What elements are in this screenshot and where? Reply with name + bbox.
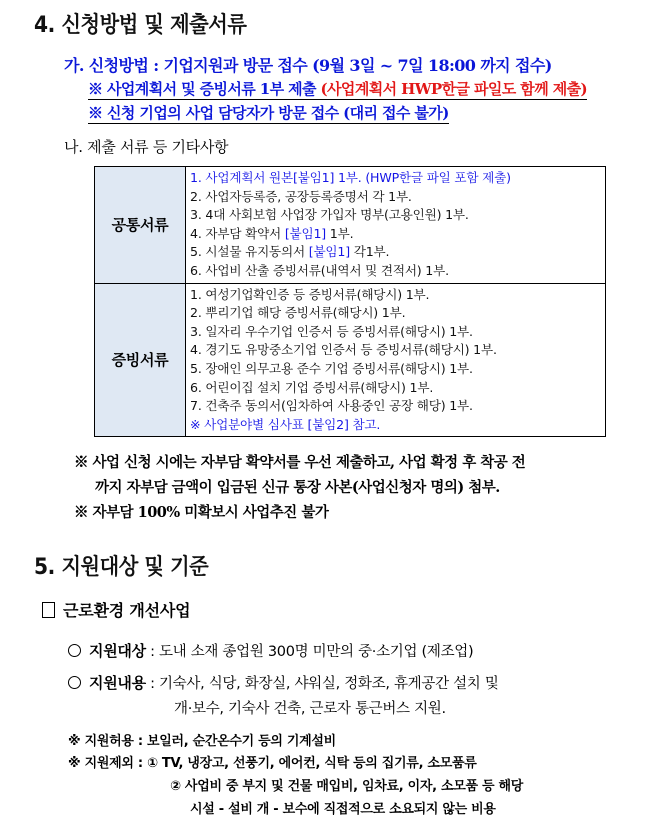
checkbox-icon — [42, 602, 55, 618]
support-target — [68, 640, 473, 661]
support-target-value: : 도내 소재 종업원 300명 미만의 중·소기업 (제조업) — [145, 644, 474, 660]
list-item: 1. 사업계획서 원본[붙임1] 1부. (HWP한글 파일 포함 제출) — [190, 170, 511, 185]
list-item: ※ 사업분야별 심사표 [붙임2] 참고. — [190, 416, 381, 432]
program-heading — [42, 598, 190, 621]
item-text: 1부. — [326, 225, 354, 241]
item-text: 4. 자부담 확약서 — [190, 225, 285, 241]
program-title: 근로환경 개선사업 — [63, 601, 191, 620]
support-excluded-line1: ※ 지원제외 : ① TV, 냉장고, 선풍기, 에어컨, 식탁 등의 집기류, 소모품류 — [68, 756, 477, 771]
self-funding-requirement-note: ※ 자부담 100% 미확보시 사업추진 불가 — [74, 504, 329, 521]
list-item: 2. 뿌리기업 해당 증빙서류(해당시) 1부. — [190, 305, 406, 321]
table-items-common — [186, 167, 606, 284]
section-5-title: 5. 지원대상 및 기준 — [34, 555, 209, 580]
attachment-ref: [붙임1] — [308, 244, 350, 260]
list-item: 2. 사업자등록증, 공장등록증명서 각 1부. — [190, 188, 412, 204]
list-item — [190, 225, 605, 244]
support-content-line2: 개·보수, 기숙사 건축, 근로자 통근버스 지원. — [174, 701, 446, 717]
submission-note-highlight: (사업계획서 HWP한글 파일도 함께 제출) — [320, 80, 587, 98]
self-funding-note-line2: 까지 자부담 금액이 입금된 신규 통장 사본(사업신청자 명의) 첨부. — [95, 479, 500, 496]
self-funding-note-line1: ※ 사업 신청 시에는 자부담 확약서를 우선 제출하고, 사업 확정 후 착공 전 — [74, 454, 526, 471]
list-item: 6. 어린이집 설치 기업 증빙서류(해당시) 1부. — [190, 379, 434, 395]
support-content-value: : 기숙사, 식당, 화장실, 샤워실, 정화조, 휴게공간 설치 및 — [145, 676, 499, 692]
submission-note-main: ※ 사업계획서 및 증빙서류 1부 제출 — [88, 80, 321, 98]
circle-bullet-icon — [68, 644, 81, 657]
table-row-evidence — [95, 283, 606, 437]
table-label-common: 공통서류 — [95, 167, 186, 284]
application-method: 가. 신청방법 : 기업지원과 방문 접수 (9월 3일 ~ 7일 18:00 까지 접수) — [64, 56, 552, 75]
list-item: 6. 사업비 산출 증빙서류(내역서 및 견적서) 1부. — [190, 262, 449, 278]
table-label-evidence: 증빙서류 — [95, 283, 186, 437]
support-target-key: 지원대상 — [89, 642, 146, 660]
required-documents-table — [94, 166, 606, 437]
item-text: 각1부. — [349, 244, 390, 260]
support-content — [68, 672, 499, 693]
table-items-evidence — [186, 283, 606, 437]
attachment-ref: [붙임1] — [284, 225, 326, 241]
support-content-key: 지원내용 — [89, 674, 146, 692]
support-excluded-line3: 시설 - 설비 개 - 보수에 직접적으로 소요되지 않는 비용 — [190, 802, 496, 817]
list-item: 3. 4대 사회보험 사업장 가입자 명부(고용인원) 1부. — [190, 207, 469, 223]
list-item: 7. 건축주 동의서(임차하여 사용중인 공장 해당) 1부. — [190, 398, 473, 414]
list-item: 1. 여성기업확인증 등 증빙서류(해당시) 1부. — [190, 286, 430, 302]
list-item: 4. 경기도 유망중소기업 인증서 등 증빙서류(해당시) 1부. — [190, 342, 497, 358]
list-item: 5. 장애인 의무고용 준수 기업 증빙서류(해당시) 1부. — [190, 360, 473, 376]
item-text: 5. 시설물 유지동의서 — [190, 244, 309, 260]
visit-requirement-note: ※ 신청 기업의 사업 담당자가 방문 접수 (대리 접수 불가) — [88, 104, 449, 122]
submission-note — [88, 80, 587, 100]
documents-subsection-title: 나. 제출 서류 등 기타사항 — [64, 138, 229, 156]
support-allowed: ※ 지원허용 : 보일러, 순간온수기 등의 기계설비 — [68, 734, 336, 749]
support-excluded-line2: ② 사업비 중 부지 및 건물 매입비, 임차료, 이자, 소모품 등 해당 — [170, 779, 524, 794]
table-row-common — [95, 167, 606, 284]
section-4-title: 4. 신청방법 및 제출서류 — [34, 13, 247, 38]
list-item — [190, 243, 605, 262]
list-item: 3. 일자리 우수기업 인증서 등 증빙서류(해당시) 1부. — [190, 323, 473, 339]
circle-bullet-icon — [68, 676, 81, 689]
